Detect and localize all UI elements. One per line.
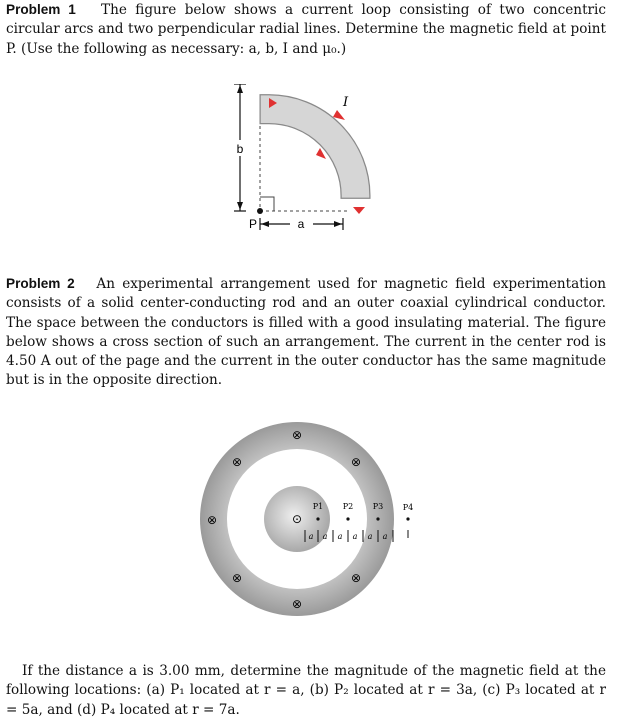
label-b: b xyxy=(236,142,244,156)
point-P3: P3 xyxy=(372,502,384,511)
current-in-marker: ⊗ xyxy=(231,455,243,469)
problem-1-paragraph xyxy=(6,0,606,59)
spacing-label: a xyxy=(308,532,314,541)
label-current-I: I xyxy=(343,95,349,110)
spacing-label: a xyxy=(352,532,358,541)
spacing-label: a xyxy=(382,532,388,541)
coaxial-cross-section-figure xyxy=(200,422,400,622)
problem-2-label: Problem 2 xyxy=(6,276,75,291)
problem-1-text: The figure below shows a current loop consisting of two concentric circular arcs and two perpendicular radial lines. Determine the magnetic field at point P. (Use the following as necessary: a, b, I and μ₀.) xyxy=(6,2,606,57)
label-P: P xyxy=(249,217,258,231)
current-in-marker: ⊗ xyxy=(291,597,303,611)
current-in-marker: ⊗ xyxy=(350,455,362,469)
point-P2: P2 xyxy=(342,502,354,511)
current-in-marker: ⊗ xyxy=(231,571,243,585)
current-out-marker: ⊙ xyxy=(291,512,303,526)
point-P4-marker xyxy=(398,498,422,538)
problem-2-paragraph xyxy=(6,274,606,391)
current-in-marker: ⊗ xyxy=(291,428,303,442)
problem-2-text: An experimental arrangement used for magnetic field experimentation consists of a solid center-conducting rod and an outer coaxial cylindrical conductor. The space between the conductors is filled with a good insulating material. The figure below shows a cross section of such an arrangement. The current in the center rod is 4.50 A out of the page and the current in the outer conductor has the same magnitude but is in the opposite direction. xyxy=(6,276,607,389)
point-P4: P4 xyxy=(402,503,414,512)
problem-1-label: Problem 1 xyxy=(6,2,76,17)
question-paragraph: If the distance a is 3.00 mm, determine the magnitude of the magnetic field at the following locations: (a) P₁ located at r = a, (b) P₂ located at r = 3a, (c) P₃ located at r = 5a, and (d) P₄ located at r = 7a. xyxy=(6,663,606,718)
spacing-label: a xyxy=(367,532,373,541)
point-P1: P1 xyxy=(312,502,324,511)
label-a: a xyxy=(297,217,305,231)
current-in-marker: ⊗ xyxy=(350,571,362,585)
spacing-label: a xyxy=(337,532,343,541)
spacing-label: a xyxy=(322,532,328,541)
current-loop-figure xyxy=(225,84,375,249)
current-in-marker: ⊗ xyxy=(206,513,218,527)
